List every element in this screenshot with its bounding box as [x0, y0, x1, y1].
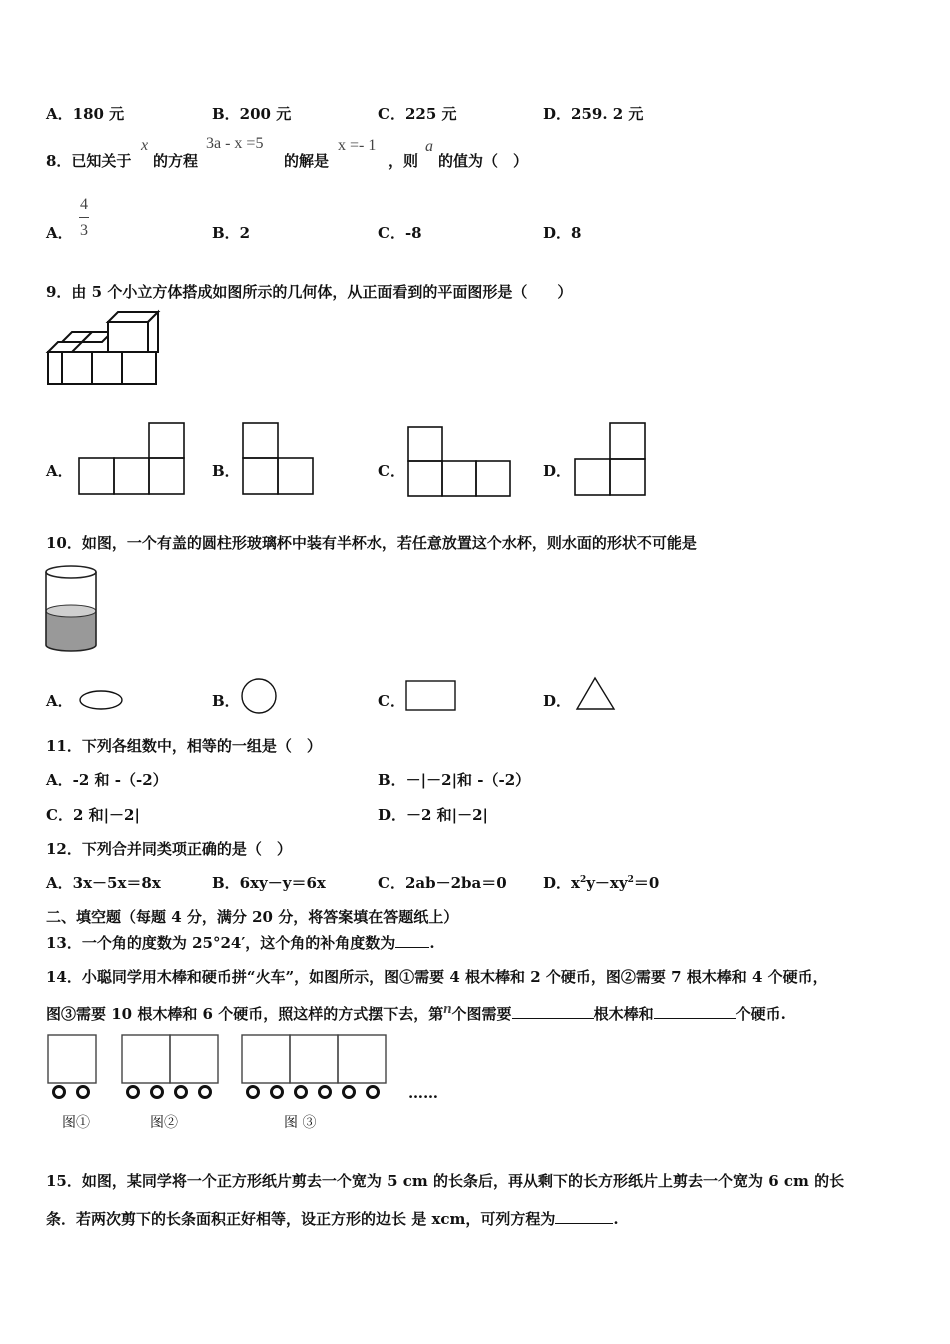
q11-stem: 11．下列各组数中，相等的一组是（ ）: [46, 737, 322, 755]
q9-option-d-label: D．: [543, 462, 572, 480]
q9-option-d-figure: [574, 422, 648, 498]
q14-blank-sticks[interactable]: [512, 1004, 594, 1019]
q12-option-c: C．2ab－2ba＝0: [378, 874, 507, 892]
q12-option-d-sup2: 2: [627, 875, 634, 885]
q8-var-a: a: [425, 138, 433, 155]
q10-stem: 10．如图，一个有盖的圆柱形玻璃杯中装有半杯水，若任意放置这个水杯，则水面的形状不可能是: [46, 534, 697, 552]
q14-var-n: n: [443, 1001, 452, 1017]
q9-cube-figure: [46, 310, 161, 388]
q9-option-a-figure: [78, 422, 186, 496]
q9-option-b-label: B．: [212, 462, 240, 480]
q8-option-a-denominator: 3: [80, 222, 88, 239]
q10-option-d-label: D．: [543, 692, 572, 710]
q15-answer-blank[interactable]: [555, 1209, 613, 1224]
q8-option-d: D．8: [543, 224, 582, 242]
q13-answer-blank[interactable]: [395, 933, 429, 948]
q8-option-b: B．2: [212, 224, 251, 242]
q9-option-c-figure: [407, 426, 513, 498]
q10-option-c-label: C．: [378, 692, 405, 710]
q7-option-d: D．259. 2 元: [543, 105, 644, 123]
q8-option-a-fraction-bar: [79, 217, 89, 218]
q7-option-b: B．200 元: [212, 105, 292, 123]
q10-option-d-triangle: [575, 676, 617, 712]
q13-end: .: [429, 934, 435, 952]
q12-option-d-sup1: 2: [579, 875, 587, 885]
q11-option-c: C．2 和|－2|: [46, 806, 140, 824]
q10-option-b-circle: [240, 677, 278, 715]
q8-stem-part1: 8．已知关于: [46, 152, 132, 170]
q12-option-a: A．3x－5x＝8x: [46, 874, 161, 892]
q12-option-d-pre: D．x: [543, 874, 580, 892]
q8-equation: 3a - x =5: [206, 135, 264, 152]
q8-stem-part3: 的解是: [284, 152, 330, 170]
q14-ellipsis: ……: [408, 1084, 438, 1102]
q14-line2-mid: 个图需要: [451, 1005, 512, 1023]
q14-figure-3: [240, 1033, 392, 1103]
q14-line2-pre: 图③需要 10 根木棒和 6 个硬币，照这样的方式摆下去，第: [46, 1005, 444, 1023]
q14-line2: [46, 1003, 786, 1024]
q14-figure-3-label: 图 ③: [284, 1115, 317, 1131]
q8-solution: x =- 1: [338, 137, 377, 154]
q8-stem-part5: 的值为（ ）: [438, 152, 529, 170]
q14-figure-2: [120, 1033, 224, 1103]
q7-option-a: A．180 元: [46, 105, 125, 123]
q14-figure-1: [46, 1033, 102, 1103]
q10-option-c-rectangle: [405, 680, 457, 712]
q9-option-a-label: A．: [46, 462, 73, 480]
q8-var-x: x: [141, 137, 149, 154]
q15-line2: [46, 1208, 619, 1229]
q8-option-a-numerator: 4: [80, 196, 88, 213]
q12-option-d-mid: y－xy: [586, 874, 628, 892]
q12-option-b: B．6xy－y＝6x: [212, 874, 326, 892]
q8-stem-part2: 的方程: [153, 152, 199, 170]
q12-option-d-post: ＝0: [633, 874, 660, 892]
q8-stem-part4: ，则: [388, 152, 419, 170]
q8-option-a-label: A．: [46, 224, 73, 242]
q15-line2-end: .: [613, 1210, 619, 1228]
q9-stem: 9．由 5 个小立方体搭成如图所示的几何体，从正面看到的平面图形是（ ）: [46, 283, 573, 301]
q14-figure-1-label: 图①: [62, 1115, 90, 1131]
q9-option-c-label: C．: [378, 462, 405, 480]
q10-option-a-label: A．: [46, 692, 73, 710]
q13-stem-text: 13．一个角的度数为 25°24′，这个角的补角度数为: [46, 934, 396, 952]
q14-figure-2-label: 图②: [150, 1115, 178, 1131]
q14-line2-end: 个硬币.: [735, 1005, 786, 1023]
q15-line1: 15．如图，某同学将一个正方形纸片剪去一个宽为 5 cm 的长条后，再从剩下的长方形纸片上剪去一个宽为 6 cm 的长: [46, 1172, 845, 1190]
q12-option-d: [543, 872, 659, 893]
q12-stem: 12．下列合并同类项正确的是（ ）: [46, 840, 292, 858]
q14-line1: 14．小聪同学用木棒和硬币拼“火车”，如图所示，图①需要 4 根木棒和 2 个硬币，图②需要 7 根木棒和 4 个硬币，: [46, 968, 828, 986]
section2-title: 二、填空题（每题 4 分，满分 20 分，将答案填在答题纸上）: [46, 908, 459, 926]
q11-option-d: D．－2 和|－2|: [378, 806, 489, 824]
q13-stem: [46, 932, 435, 953]
q10-option-b-label: B．: [212, 692, 240, 710]
q9-option-b-figure: [242, 422, 316, 496]
q10-glass-figure: [44, 563, 98, 653]
q11-option-a: A．-2 和 -（-2）: [46, 771, 168, 789]
q11-option-b: B．－|－2|和 -（-2）: [378, 771, 531, 789]
q8-option-c: C．-8: [378, 224, 422, 242]
q14-line2-mid2: 根木棒和: [593, 1005, 654, 1023]
q7-option-c: C．225 元: [378, 105, 457, 123]
q15-line2-text: 条．若两次剪下的长条面积正好相等，设正方形的边长 是 xcm，可列方程为: [46, 1210, 556, 1228]
q10-option-a-ellipse: [78, 688, 124, 712]
q14-blank-coins[interactable]: [654, 1004, 736, 1019]
